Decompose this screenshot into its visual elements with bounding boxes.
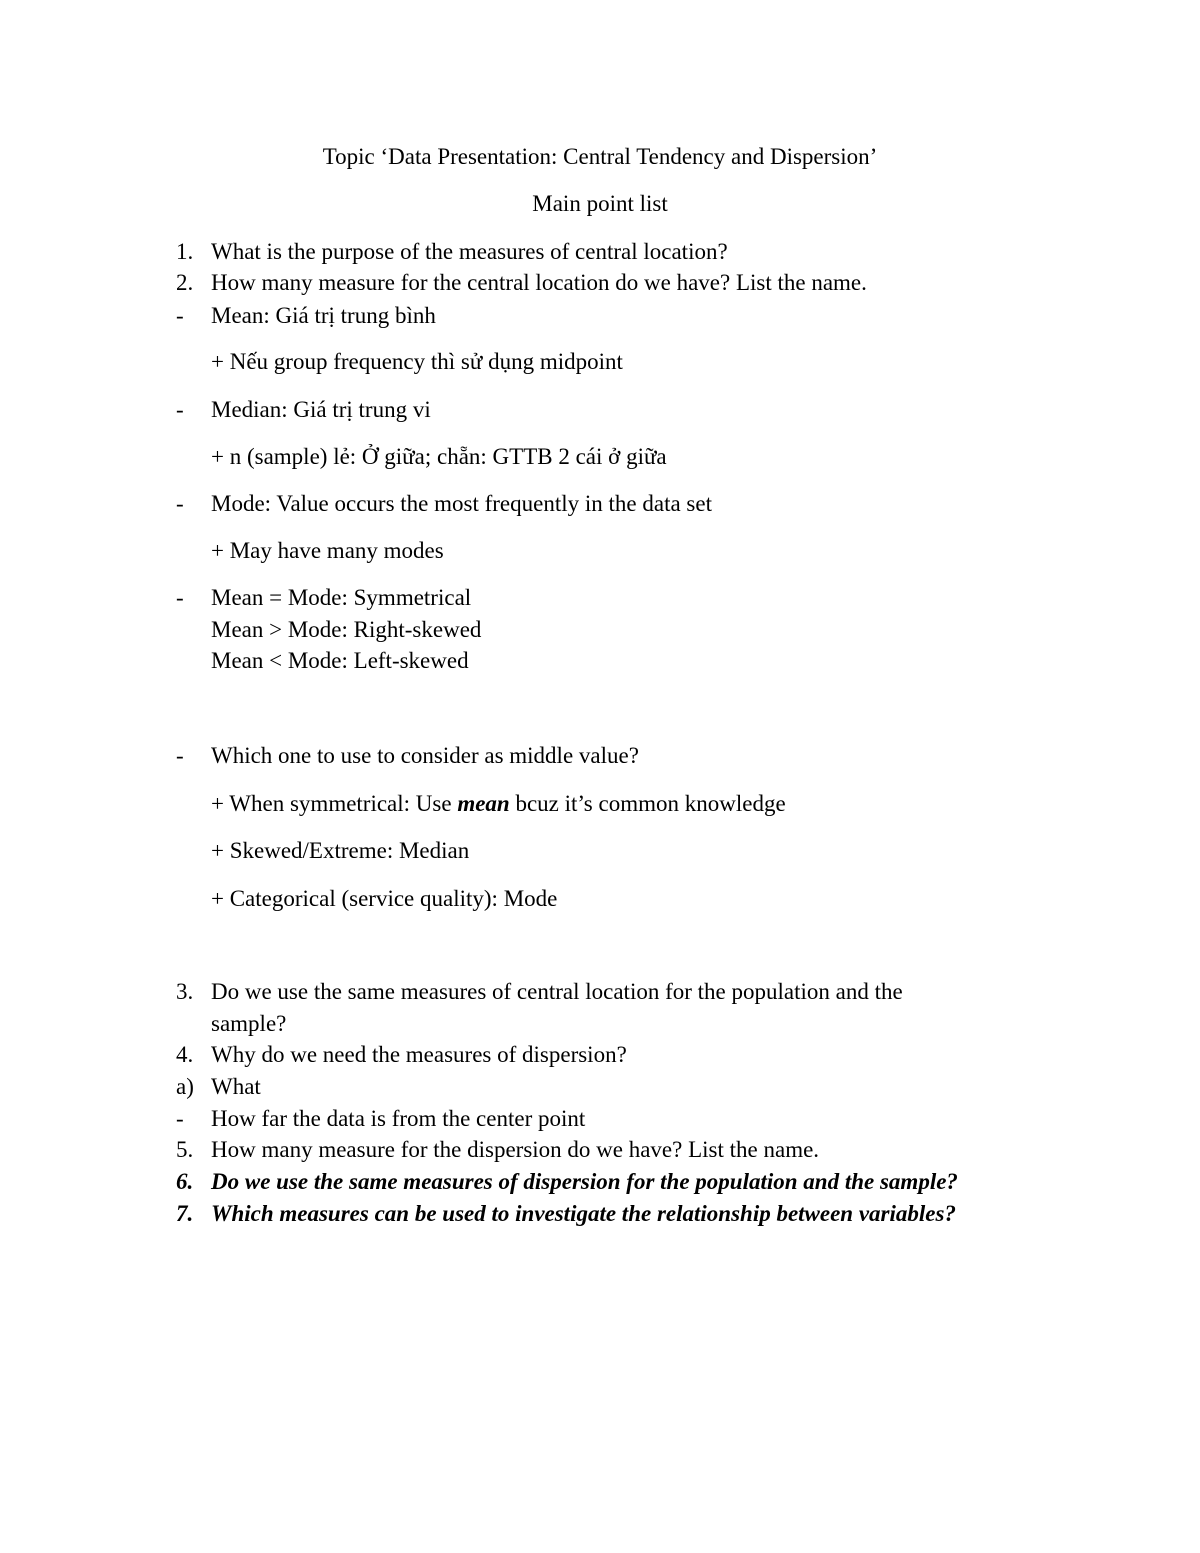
median-note: + n (sample) lẻ: Ở giữa; chẵn: GTTB 2 cái ở giữa — [211, 444, 667, 469]
list-marker: 2. — [176, 270, 194, 295]
list-marker: - — [176, 397, 184, 422]
mean-note: + Nếu group frequency thì sử dụng midpoint — [211, 349, 623, 374]
dispersion-definition: How far the data is from the center point — [211, 1106, 586, 1131]
question-7: Which measures can be used to investigate the relationship between variables? — [211, 1201, 956, 1226]
compare-line-2: Mean > Mode: Right-skewed — [211, 617, 482, 642]
question-3-line-2: sample? — [211, 1011, 287, 1036]
compare-line-1: Mean = Mode: Symmetrical — [211, 585, 472, 610]
list-marker: - — [176, 1106, 184, 1131]
list-marker: 7. — [176, 1201, 194, 1226]
which-note-post: bcuz it’s common knowledge — [509, 791, 786, 816]
which-note-pre: + When symmetrical: Use — [211, 791, 458, 816]
which-note-symmetrical — [211, 790, 786, 818]
document-title: Topic ‘Data Presentation: Central Tendency and Dispersion’ — [322, 144, 878, 169]
document-subtitle: Main point list — [532, 191, 668, 216]
question-6: Do we use the same measures of dispersion for the population and the sample? — [211, 1169, 958, 1194]
question-1: What is the purpose of the measures of central location? — [211, 239, 728, 264]
list-marker: 5. — [176, 1137, 194, 1162]
which-item: Which one to use to consider as middle value? — [211, 743, 639, 768]
which-note-skewed: + Skewed/Extreme: Median — [211, 838, 470, 863]
which-note-categorical: + Categorical (service quality): Mode — [211, 886, 558, 911]
question-5: How many measure for the dispersion do we have? List the name. — [211, 1137, 820, 1162]
list-marker: a) — [176, 1074, 194, 1099]
list-marker: 4. — [176, 1042, 194, 1067]
sub-question-a: What — [211, 1074, 261, 1099]
list-marker: 3. — [176, 979, 194, 1004]
list-marker: - — [176, 491, 184, 516]
mode-note: + May have many modes — [211, 538, 444, 563]
question-2: How many measure for the central location do we have? List the name. — [211, 270, 867, 295]
mode-item: Mode: Value occurs the most frequently in the data set — [211, 491, 712, 516]
question-4: Why do we need the measures of dispersion? — [211, 1042, 627, 1067]
list-marker: - — [176, 585, 184, 610]
mean-item: Mean: Giá trị trung bình — [211, 303, 436, 328]
which-note-emphasis: mean — [457, 791, 510, 816]
list-marker: 6. — [176, 1169, 194, 1194]
list-marker: 1. — [176, 239, 194, 264]
question-3-line-1: Do we use the same measures of central location for the population and the — [211, 979, 903, 1004]
median-item: Median: Giá trị trung vi — [211, 397, 431, 422]
list-marker: - — [176, 303, 184, 328]
list-marker: - — [176, 743, 184, 768]
compare-line-3: Mean < Mode: Left-skewed — [211, 648, 469, 673]
